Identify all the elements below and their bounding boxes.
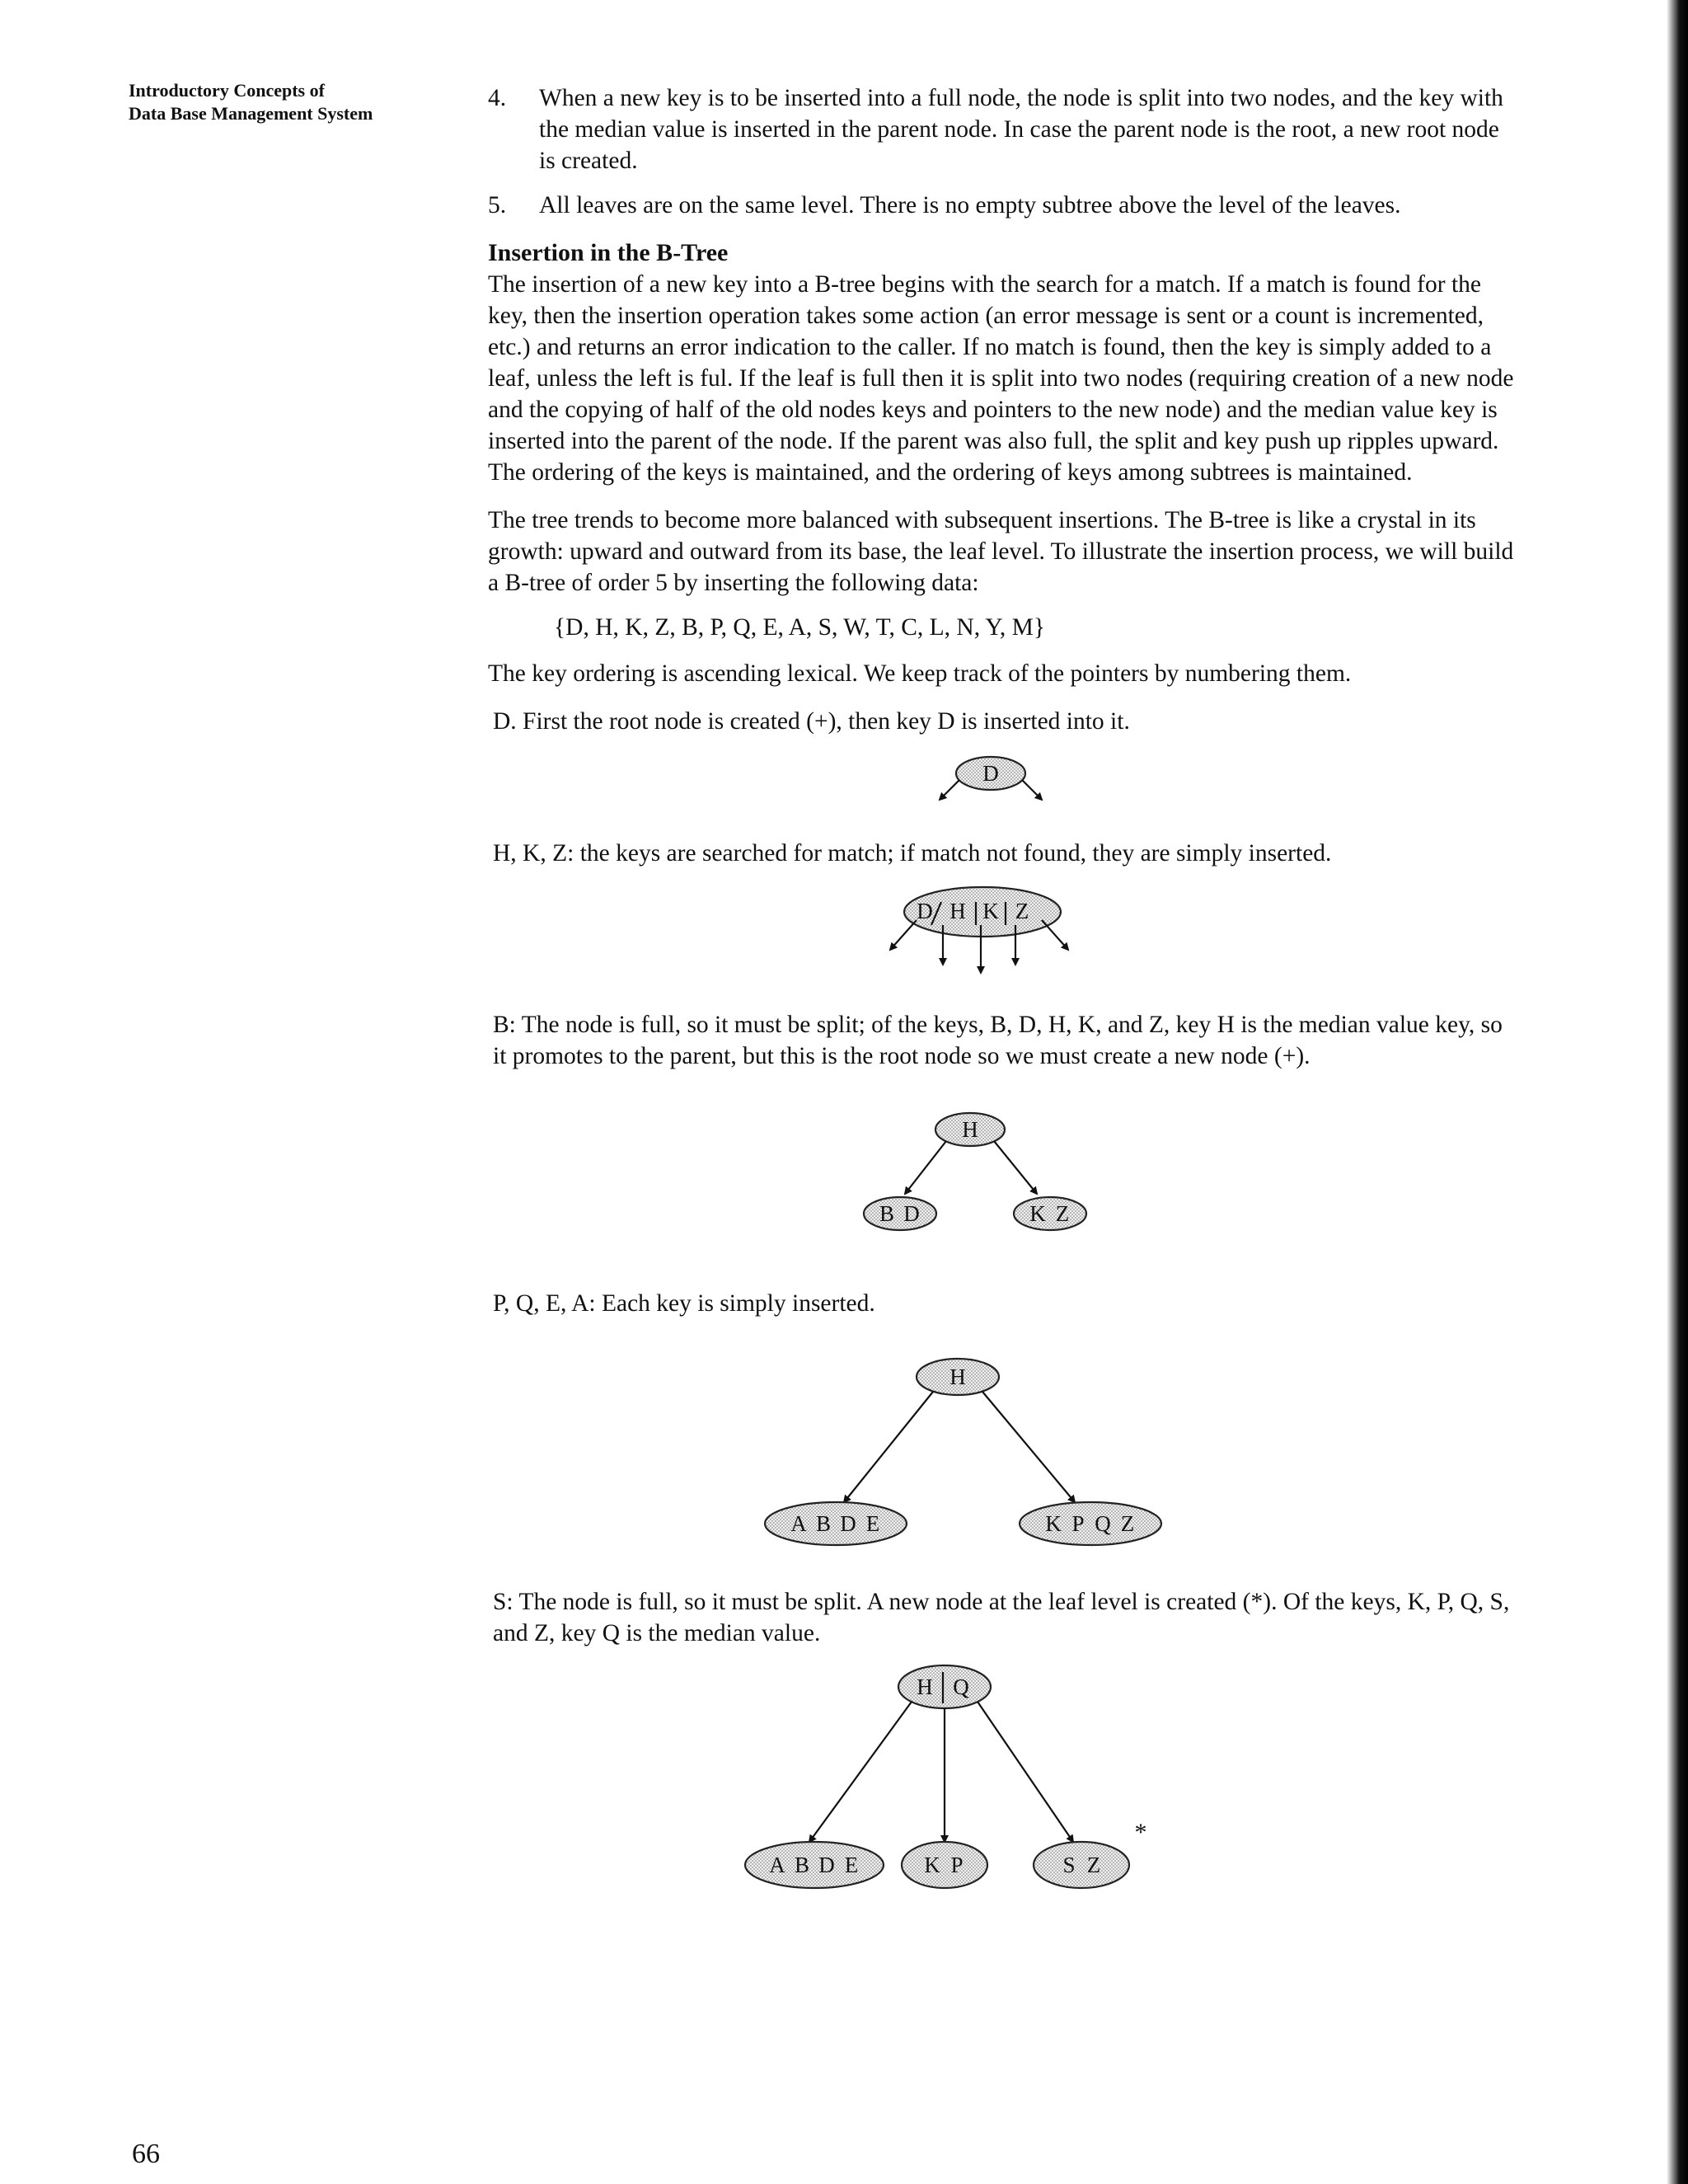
input-data-set: {D, H, K, Z, B, P, Q, E, A, S, W, T, C, L, N, Y, M} — [554, 614, 1046, 641]
node-key: K — [924, 1853, 940, 1877]
pointer-arrow — [978, 1702, 1073, 1842]
leaf-node — [902, 1842, 987, 1888]
step-caption: D. First the root node is created (+), then key D is inserted into it. — [493, 708, 1130, 735]
rule-number: 5. — [488, 192, 507, 218]
section-heading: Insertion in the B-Tree — [488, 239, 729, 266]
node-key: D — [840, 1511, 856, 1536]
step-caption: S: The node is full, so it must be split. A new node at the leaf level is created (*). Of the keys, K, P, Q, S, and Z, key Q is the median value. — [493, 1589, 1510, 1646]
node-key: H — [962, 1117, 978, 1142]
node-key: K — [982, 899, 999, 923]
btree-diagram-step-3 — [488, 1072, 1518, 1278]
node-key: S — [1062, 1853, 1076, 1877]
leaf-node — [745, 1842, 884, 1888]
pointer-arrow — [982, 1392, 1075, 1502]
node-key: K — [1029, 1201, 1046, 1226]
page-spine-shadow — [1667, 0, 1688, 2184]
node-key: D — [917, 899, 933, 923]
rule-text: All leaves are on the same level. There is no empty subtree above the level of the leaves. — [539, 192, 1401, 218]
node-key: E — [865, 1511, 880, 1536]
pointer-arrow — [1042, 920, 1068, 950]
rule-item — [488, 190, 1518, 221]
node-key: Q — [1095, 1511, 1111, 1536]
new-node-marker: * — [1134, 1819, 1147, 1846]
node-key: K — [1045, 1511, 1062, 1536]
page-content — [488, 82, 1518, 1896]
btree-diagram-step-2 — [488, 869, 1518, 993]
node-key: B — [794, 1853, 810, 1877]
page-number: 66 — [132, 2139, 160, 2169]
btree-diagram-step-4 — [488, 1319, 1518, 1566]
node-key: A — [769, 1853, 785, 1877]
node-key: P — [950, 1853, 964, 1877]
pointer-arrow — [940, 780, 959, 800]
node-key: H — [950, 899, 966, 923]
node-key: P — [1071, 1511, 1085, 1536]
balance-paragraph: The tree trends to become more balanced with subsequent insertions. The B-tree is like a crystal in its growth: upward and outward from its base, the leaf level. To illustrate the insertion process, we will build a B-tree of order 5 by inserting the following data: — [488, 507, 1514, 596]
step-caption: B: The node is full, so it must be split; of the keys, B, D, H, K, and Z, key H is the median value key, so it promotes to the parent, but this is the root node so we must create a new node (+). — [493, 1012, 1503, 1069]
rule-item — [488, 82, 1518, 176]
node-key: D — [982, 761, 999, 786]
root-node — [898, 1665, 991, 1708]
node-key: H — [917, 1674, 933, 1699]
new-leaf-node — [1034, 1842, 1129, 1888]
running-header-line-2: Data Base Management System — [129, 103, 373, 124]
node-key: A — [790, 1511, 807, 1536]
running-header — [129, 79, 442, 125]
pointer-arrow — [809, 1702, 912, 1842]
node-key: Z — [1086, 1853, 1101, 1877]
btree-diagram-step-5 — [488, 1649, 1518, 1896]
rule-text: When a new key is to be inserted into a full node, the node is split into two nodes, and the key with the median value is inserted in the parent node. In case the parent node is the root, a new root node is created. — [539, 85, 1503, 174]
pointer-arrow — [905, 1141, 946, 1194]
pointer-arrow — [994, 1141, 1037, 1194]
leaf-node — [765, 1502, 907, 1545]
node-key: Z — [1055, 1201, 1070, 1226]
node-key: E — [844, 1853, 859, 1877]
step-caption: H, K, Z: the keys are searched for match; if match not found, they are simply inserted. — [493, 840, 1332, 867]
btree-diagram-step-1 — [488, 737, 1518, 828]
node-key: B — [815, 1511, 832, 1536]
node-key: D — [818, 1853, 835, 1877]
pointer-arrow — [890, 920, 917, 950]
rule-number: 4. — [488, 85, 507, 111]
node-key: D — [903, 1201, 920, 1226]
node-key: Q — [953, 1674, 969, 1699]
node-key: Z — [1120, 1511, 1135, 1536]
node-key: H — [950, 1364, 966, 1389]
ordering-note: The key ordering is ascending lexical. We keep track of the pointers by numbering them. — [488, 660, 1352, 687]
insertion-paragraph: The insertion of a new key into a B-tree begins with the search for a match. If a match is found for the key, then the insertion operation takes some action (an error message is sent or a count is incremented, etc.) and returns an error indication to the caller. If no match is found, then the key is simply added to a leaf, unless the left is ful. If the leaf is full then it is split into two nodes (requiring creation of a new node and the copying of half of the old nodes keys and pointers to the new node) and the median value key is inserted into the parent of the node. If the parent was also full, the split and key push up ripples upward. The ordering of the keys is maintained, and the ordering of keys among subtrees is maintained. — [488, 271, 1514, 486]
leaf-node — [864, 1197, 936, 1230]
leaf-node — [1020, 1502, 1161, 1545]
node-key: Z — [1015, 899, 1029, 923]
pointer-arrow — [1022, 780, 1042, 800]
step-caption: P, Q, E, A: Each key is simply inserted. — [493, 1290, 875, 1317]
leaf-node — [1014, 1197, 1086, 1230]
running-header-line-1: Introductory Concepts of — [129, 80, 325, 101]
node-key: B — [879, 1201, 895, 1226]
pointer-arrow — [844, 1392, 933, 1502]
